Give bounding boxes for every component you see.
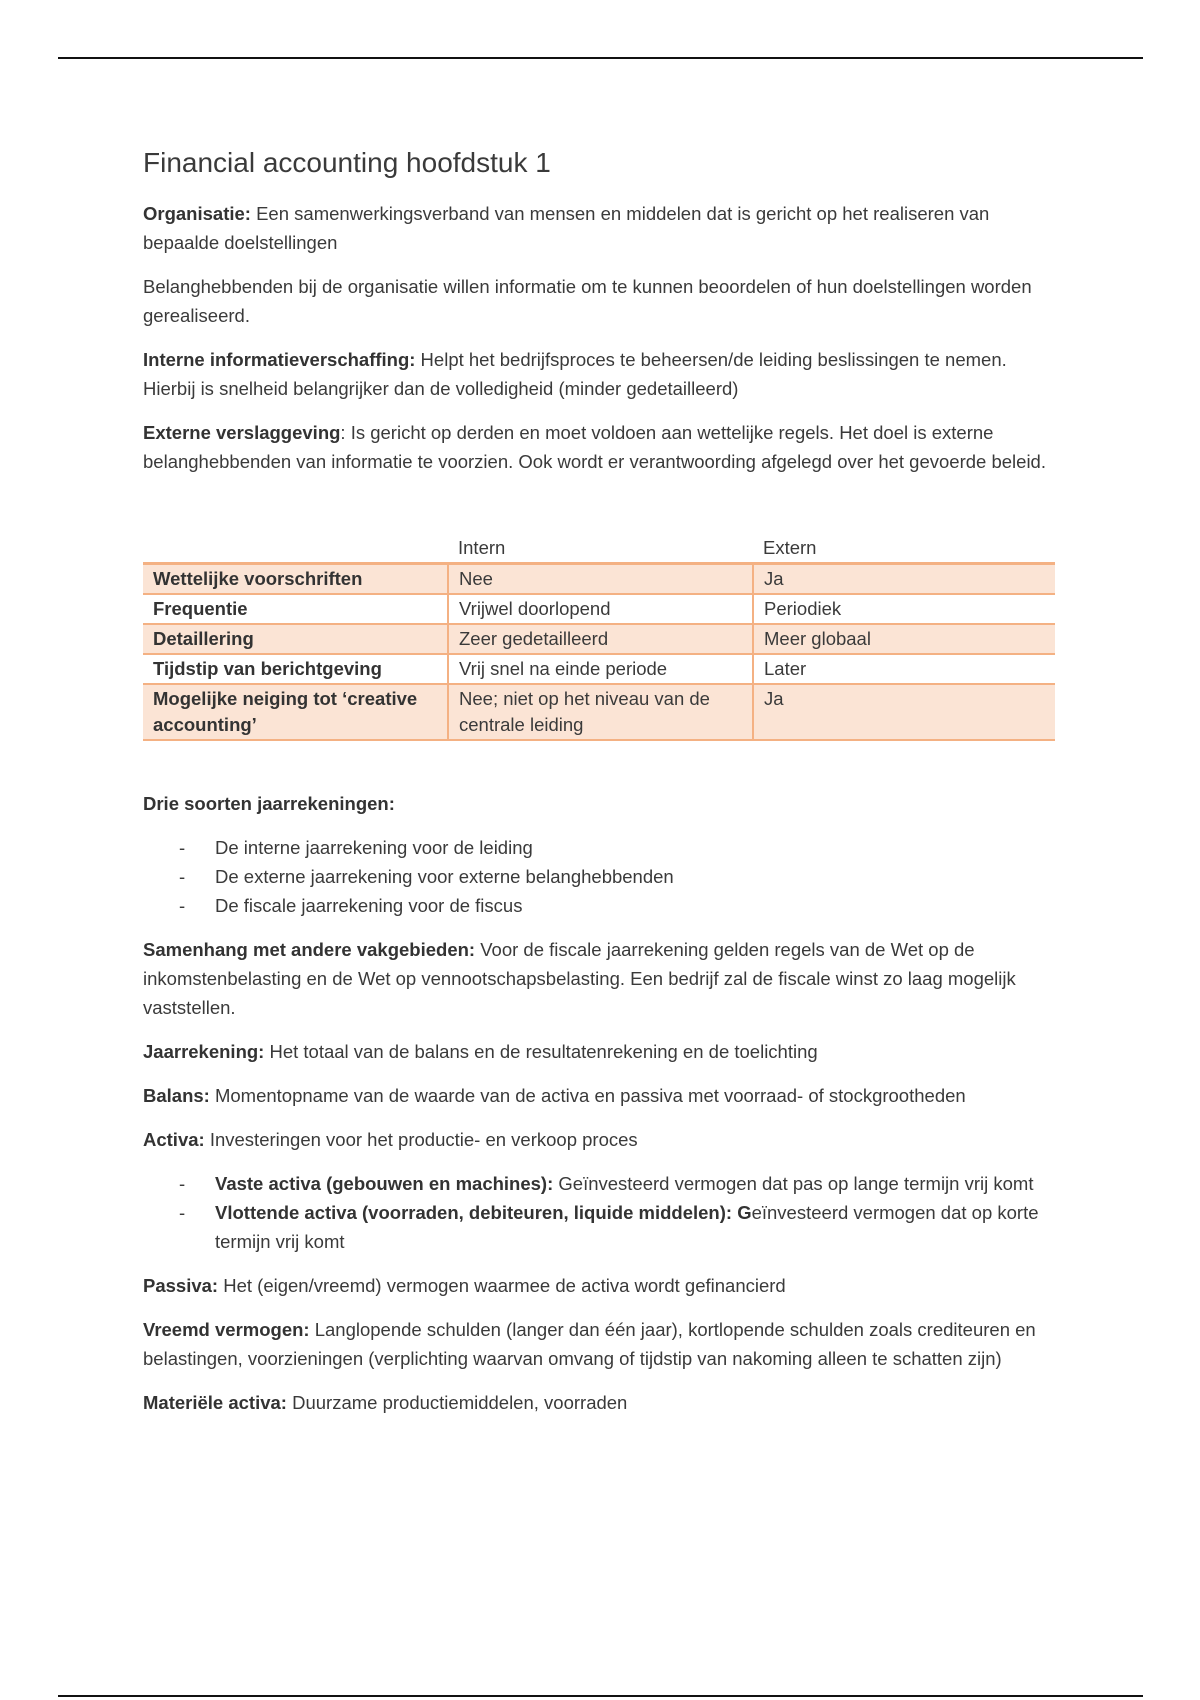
- term: Interne informatieverschaffing:: [143, 349, 416, 370]
- table-header-row: [143, 534, 1055, 564]
- document-body: [143, 143, 1058, 1432]
- table-cell: Frequentie: [143, 594, 448, 624]
- list-item: [215, 1169, 1058, 1198]
- table-cell: Nee: [448, 564, 753, 595]
- paragraph-samenhang: [143, 935, 1058, 1022]
- definition: Investeringen voor het productie- en verkoop proces: [204, 1129, 638, 1150]
- paragraph-passiva: [143, 1271, 1058, 1300]
- table-cell: Periodiek: [753, 594, 1055, 624]
- table-header-cell: Extern: [753, 534, 1055, 564]
- table-header-cell: [143, 534, 448, 564]
- term: Samenhang met andere vakgebieden:: [143, 939, 476, 960]
- table-cell: Ja: [753, 564, 1055, 595]
- table-cell: Mogelijke neiging tot ‘creative accounting’: [143, 684, 448, 740]
- definition: eïnvesteerd vermogen dat op korte termijn vrij komt: [215, 1202, 1039, 1252]
- term: Activa:: [143, 1129, 205, 1150]
- definition: Het (eigen/vreemd) vermogen waarmee de activa wordt gefinancierd: [218, 1275, 786, 1296]
- paragraph-activa: [143, 1125, 1058, 1154]
- term: Materiële activa:: [143, 1392, 287, 1413]
- definition: : Is gericht op derden en moet voldoen aan wettelijke regels. Het doel is externe belanghebbenden van informatie te voorzien. Ook wordt er verantwoording afgelegd over het gevoerde beleid.: [143, 422, 1046, 472]
- list-item: - De fiscale jaarrekening voor de fiscus: [215, 891, 1058, 920]
- table-cell: Wettelijke voorschriften: [143, 564, 448, 595]
- definition: Een samenwerkingsverband van mensen en middelen dat is gericht op het realiseren van bepaalde doelstellingen: [143, 203, 990, 253]
- table-cell: Nee; niet op het niveau van de centrale leiding: [448, 684, 753, 740]
- term: Jaarrekening:: [143, 1041, 265, 1062]
- jaarrekeningen-list: [143, 833, 1058, 920]
- definition: Momentopname van de waarde van de activa en passiva met voorraad- of stockgrootheden: [209, 1085, 966, 1106]
- page-title: Financial accounting hoofdstuk 1: [143, 147, 551, 178]
- paragraph-balans: [143, 1081, 1058, 1110]
- activa-list: [143, 1169, 1058, 1256]
- paragraph-vreemd-vermogen: [143, 1315, 1058, 1373]
- table-header-cell: Intern: [448, 534, 753, 564]
- term: Passiva:: [143, 1275, 219, 1296]
- list-item: - De interne jaarrekening voor de leiding: [215, 833, 1058, 862]
- section-heading-jaarrekeningen: [143, 789, 1058, 818]
- table-cell: Vrijwel doorlopend: [448, 594, 753, 624]
- table-row: [143, 624, 1055, 654]
- definition: Voor de fiscale jaarrekening gelden regels van de Wet op de inkomstenbelasting en de Wet op vennootschapsbelasting. Een bedrijf zal de fiscale winst zo laag mogelijk vaststellen.: [143, 939, 1016, 1018]
- table-row: [143, 564, 1055, 595]
- term: Balans:: [143, 1085, 210, 1106]
- heading-text: Drie soorten jaarrekeningen:: [143, 793, 395, 814]
- comparison-table: [143, 534, 1055, 741]
- top-rule: [58, 57, 1143, 59]
- paragraph-organisatie: [143, 199, 1058, 257]
- definition: Helpt het bedrijfsproces te beheersen/de leiding beslissingen te nemen. Hierbij is snelheid belangrijker dan de volledigheid (minder gedetailleerd): [143, 349, 1007, 399]
- table-row: [143, 654, 1055, 684]
- term: Vlottende activa (voorraden, debiteuren, liquide middelen): G: [215, 1202, 752, 1223]
- term: Vreemd vermogen:: [143, 1319, 310, 1340]
- table-cell: Ja: [753, 684, 1055, 740]
- table-cell: Meer globaal: [753, 624, 1055, 654]
- paragraph-belanghebbenden: Belanghebbenden bij de organisatie willen informatie om te kunnen beoordelen of hun doelstellingen worden gerealiseerd.: [143, 276, 1032, 326]
- paragraph-materiele-activa: [143, 1388, 1058, 1417]
- paragraph-interne: [143, 345, 1058, 403]
- term: Externe verslaggeving: [143, 422, 341, 443]
- table-row: [143, 684, 1055, 740]
- list-item: [215, 1198, 1058, 1256]
- paragraph-jaarrekening: [143, 1037, 1058, 1066]
- paragraph-externe: [143, 418, 1058, 476]
- term: Organisatie:: [143, 203, 251, 224]
- definition: Het totaal van de balans en de resultatenrekening en de toelichting: [264, 1041, 818, 1062]
- definition: Langlopende schulden (langer dan één jaar), kortlopende schulden zoals crediteuren en belastingen, voorzieningen (verplichting waarvan omvang of tijdstip van nakoming alleen te schatten zijn): [143, 1319, 1036, 1369]
- definition: Duurzame productiemiddelen, voorraden: [286, 1392, 628, 1413]
- table-cell: Zeer gedetailleerd: [448, 624, 753, 654]
- list-item: - De externe jaarrekening voor externe belanghebbenden: [215, 862, 1058, 891]
- table-cell: Later: [753, 654, 1055, 684]
- table-cell: Detaillering: [143, 624, 448, 654]
- table-row: [143, 594, 1055, 624]
- table-cell: Vrij snel na einde periode: [448, 654, 753, 684]
- term: Vaste activa (gebouwen en machines):: [215, 1173, 554, 1194]
- table-cell: Tijdstip van berichtgeving: [143, 654, 448, 684]
- definition: Geïnvesteerd vermogen dat pas op lange termijn vrij komt: [553, 1173, 1034, 1194]
- bottom-rule: [58, 1695, 1143, 1697]
